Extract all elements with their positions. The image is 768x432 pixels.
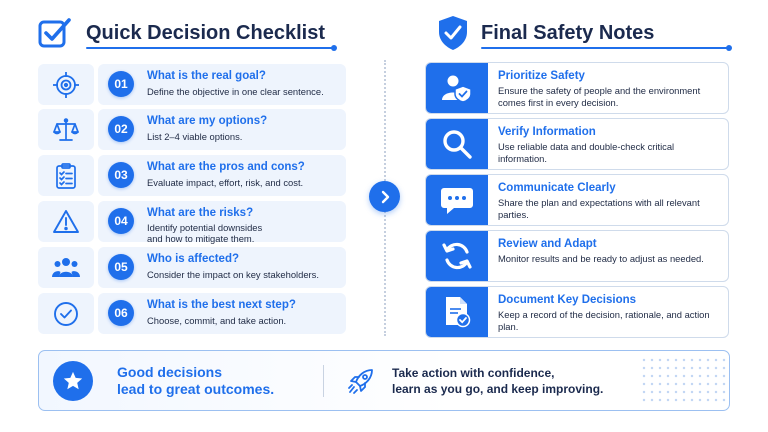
card-description: Use reliable data and double-check critical information.	[498, 141, 675, 164]
card-title: Prioritize Safety	[498, 70, 585, 82]
title-underline	[481, 47, 729, 49]
banner-tagline	[117, 364, 274, 398]
description: Define the objective in one clear sentence.	[147, 86, 324, 97]
banner-message	[392, 366, 603, 397]
question: What are my options?	[147, 115, 268, 127]
banner-message-line2: learn as you go, and keep improving.	[392, 381, 604, 396]
shield-check-icon	[436, 14, 470, 52]
safety-card	[425, 230, 729, 282]
chat-bubble-icon	[426, 175, 488, 225]
checklist-item	[38, 155, 346, 196]
banner-tagline-line2: lead to great outcomes.	[117, 381, 275, 397]
card-title: Document Key Decisions	[498, 294, 637, 306]
next-arrow-button[interactable]	[369, 181, 400, 212]
magnifier-icon	[426, 119, 488, 169]
checklist-item	[38, 64, 346, 105]
scale-icon	[38, 109, 94, 150]
decorative-dot-grid	[640, 356, 728, 406]
question: Who is affected?	[147, 253, 240, 265]
checklist-item	[38, 293, 346, 334]
banner-separator	[323, 365, 324, 397]
safety-card	[425, 286, 729, 338]
step-number: 02	[108, 116, 134, 142]
card-title: Review and Adapt	[498, 238, 597, 250]
step-number: 01	[108, 71, 134, 97]
safety-card	[425, 174, 729, 226]
question: What are the risks?	[147, 207, 254, 219]
question: What is the real goal?	[147, 70, 266, 82]
checklist-title: Quick Decision Checklist	[86, 22, 325, 44]
card-description: Share the plan and expectations with all relevant parties.	[498, 197, 700, 220]
description: Identify potential downsides and how to mitigate them.	[147, 222, 263, 244]
check-circle-icon	[38, 293, 94, 334]
step-number: 06	[108, 300, 134, 326]
question: What are the pros and cons?	[147, 161, 305, 173]
bottom-banner	[38, 350, 730, 411]
description: Choose, commit, and take action.	[147, 315, 287, 326]
title-underline	[86, 47, 334, 49]
checklist-item	[38, 109, 346, 150]
safety-card	[425, 118, 729, 170]
clipboard-checklist-icon	[38, 155, 94, 196]
document-check-icon	[426, 287, 488, 337]
safety-card	[425, 62, 729, 114]
star-icon	[53, 361, 93, 401]
card-description: Monitor results and be ready to adjust as needed.	[498, 253, 704, 264]
chevron-right-icon	[378, 190, 392, 204]
step-number: 05	[108, 254, 134, 280]
card-title: Communicate Clearly	[498, 182, 616, 194]
description: Evaluate impact, effort, risk, and cost.	[147, 177, 304, 188]
banner-message-line1: Take action with confidence,	[392, 366, 555, 380]
target-icon	[38, 64, 94, 105]
person-shield-icon	[426, 63, 488, 113]
people-icon	[38, 247, 94, 288]
card-description: Keep a record of the decision, rationale, and action plan.	[498, 309, 710, 332]
rocket-icon	[347, 367, 375, 395]
question: What is the best next step?	[147, 299, 296, 311]
card-title: Verify Information	[498, 126, 596, 138]
checkbox-icon	[38, 16, 72, 50]
checklist-item	[38, 201, 346, 242]
checklist-item	[38, 247, 346, 288]
warning-icon	[38, 201, 94, 242]
description: List 2–4 viable options.	[147, 131, 243, 142]
refresh-icon	[426, 231, 488, 281]
step-number: 04	[108, 208, 134, 234]
safety-notes-title: Final Safety Notes	[481, 22, 655, 44]
description: Consider the impact on key stakeholders.	[147, 269, 319, 280]
card-description: Ensure the safety of people and the environment comes first in every decision.	[498, 85, 701, 108]
banner-tagline-line1: Good decisions	[117, 364, 223, 380]
step-number: 03	[108, 162, 134, 188]
